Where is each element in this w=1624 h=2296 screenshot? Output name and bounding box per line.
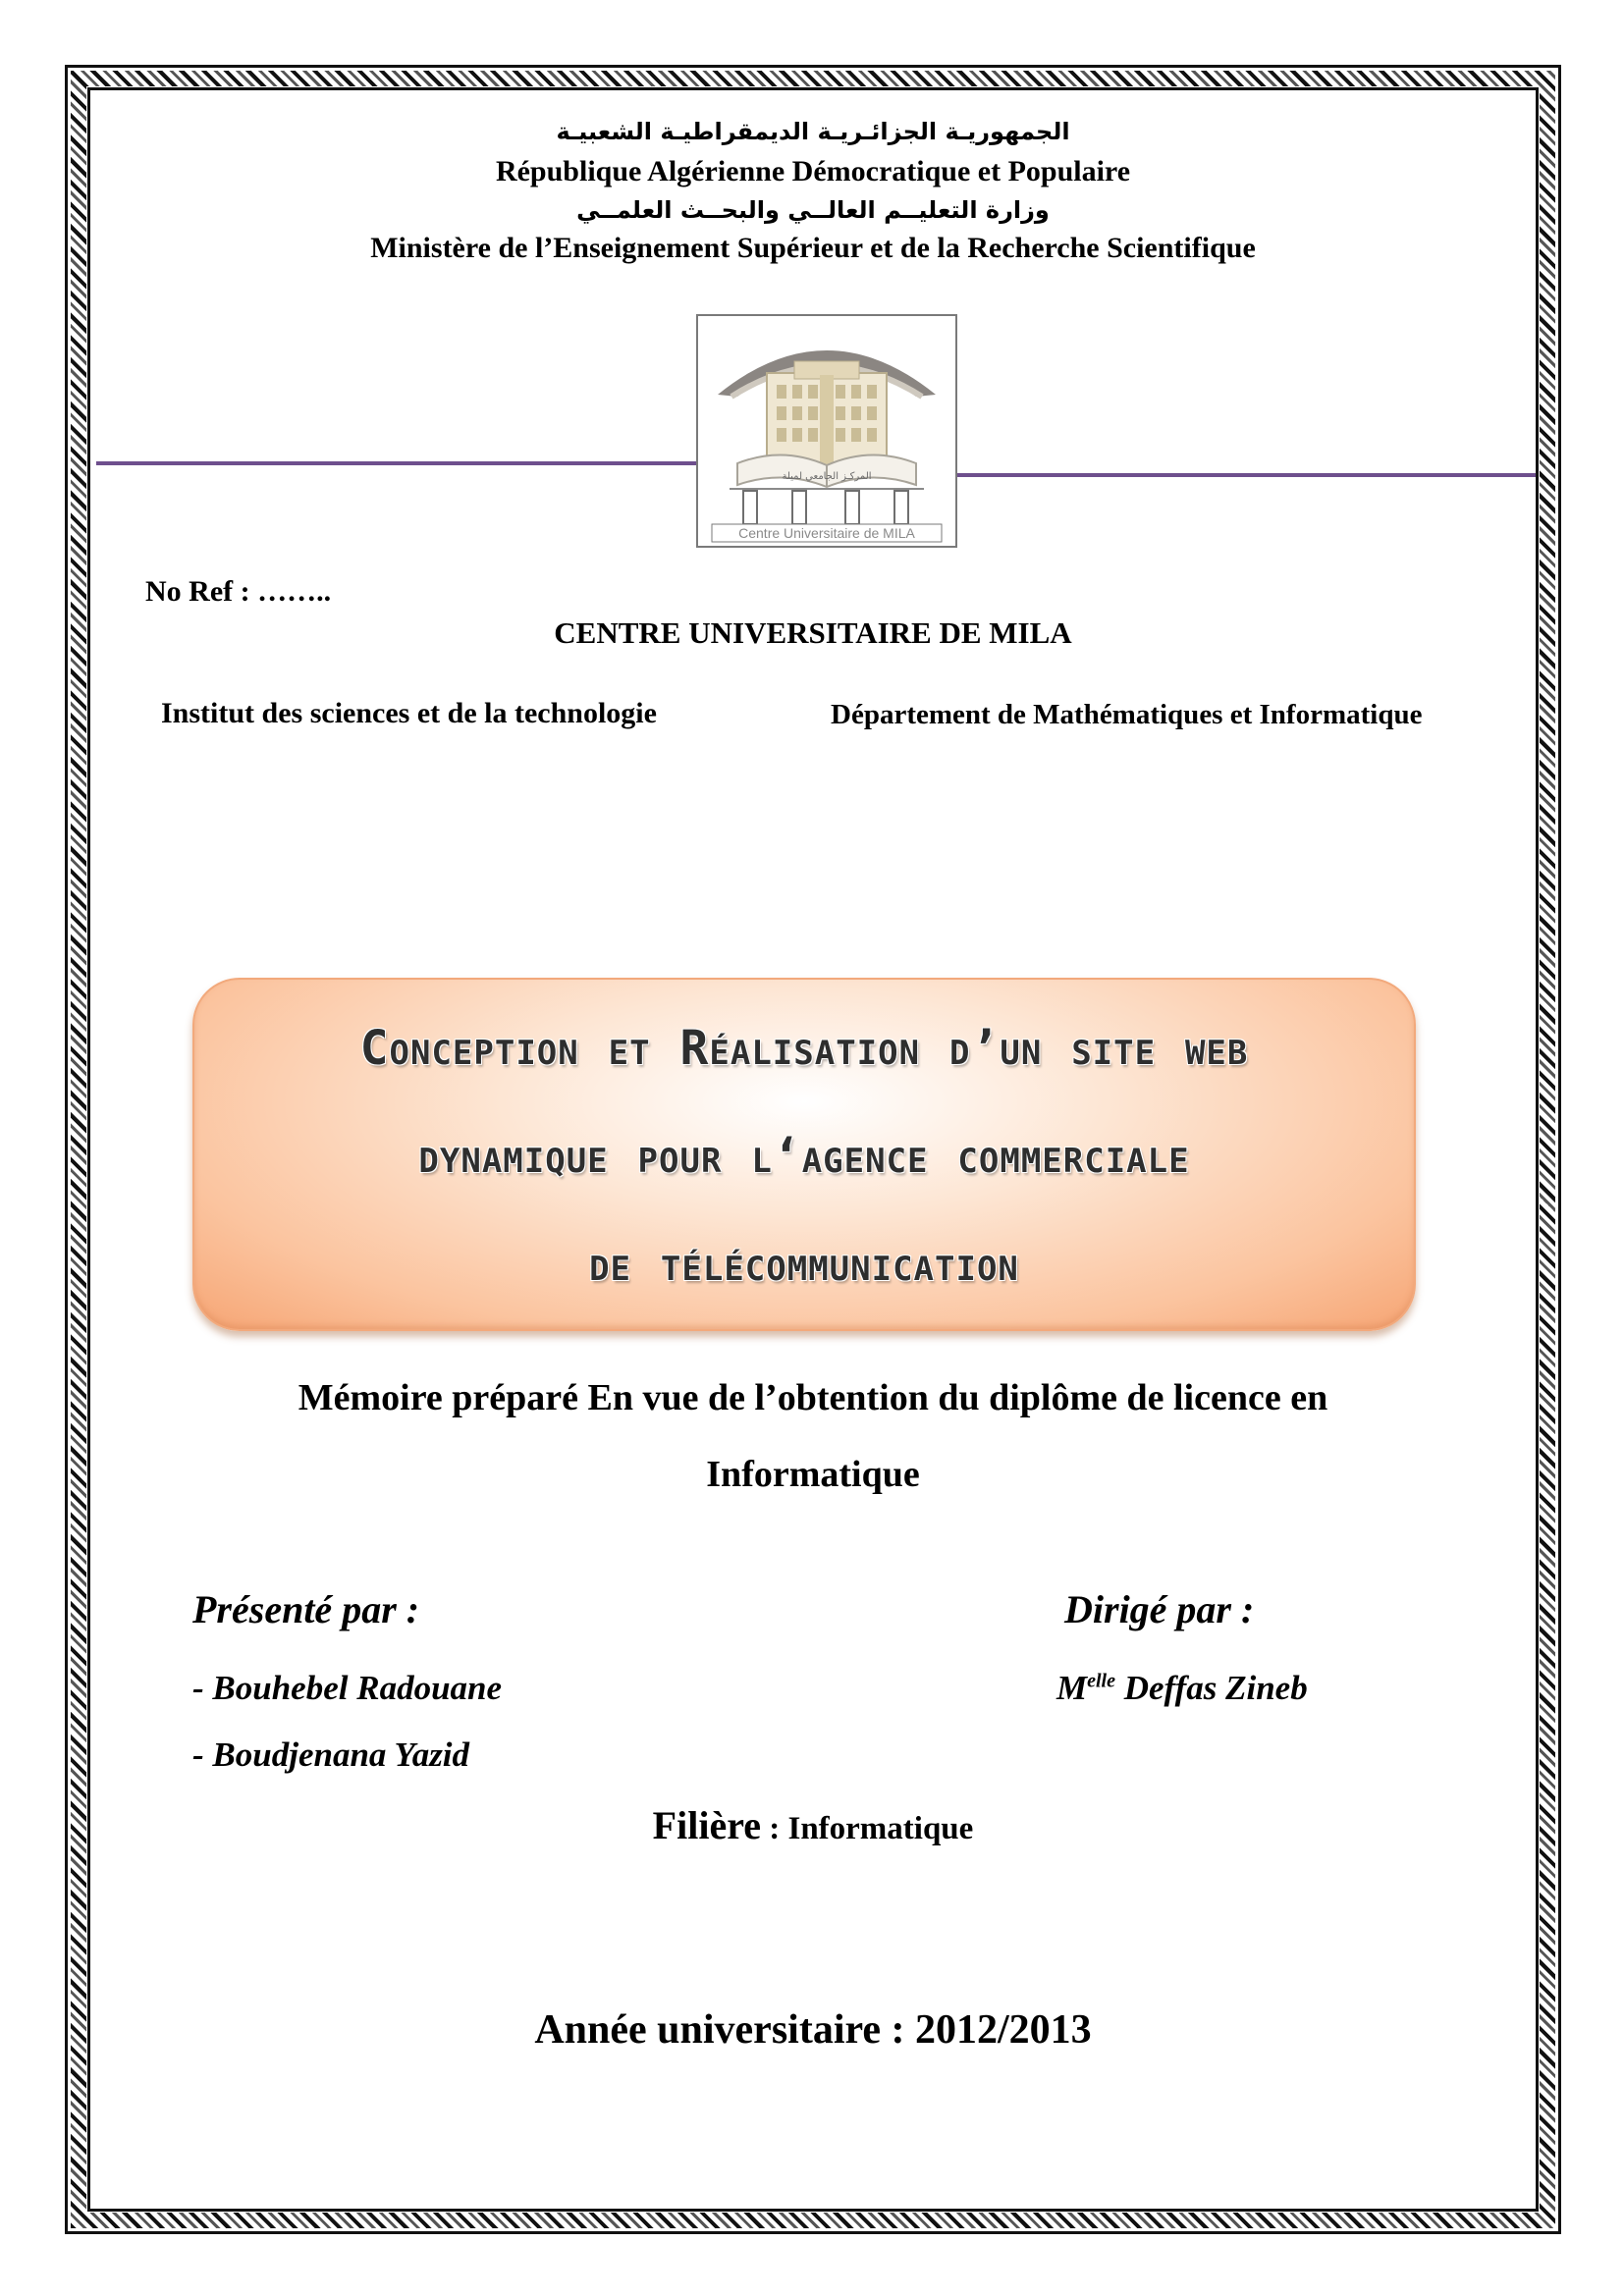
header-rule-right: [956, 473, 1536, 477]
header-arabic-republic: الجمهوريـة الجزائـريـة الديمقراطيـة الشعبيـة: [556, 118, 1070, 145]
department-name: Département de Mathématiques et Informatique: [831, 699, 1423, 730]
directed-label: Dirigé par :: [1064, 1587, 1255, 1631]
logo-arabic-caption: المركـز الجامعي لميلة: [782, 471, 872, 482]
author-2: - Boudjenana Yazid: [192, 1735, 470, 1774]
institute-name: Institut des sciences et de la technologie: [161, 697, 657, 729]
supervisor-name: [1056, 1669, 1308, 1708]
presented-label: Présenté par :: [192, 1587, 420, 1631]
academic-year: Année universitaire : 2012/2013: [534, 2007, 1092, 2053]
university-building-icon: [698, 316, 955, 546]
header-fr-ministry: Ministère de l’Enseignement Supérieur et de la Recherche Scientifique: [370, 232, 1256, 264]
title-line-2: dynamique pour l‘agence commerciale: [418, 1129, 1190, 1184]
supervisor-title-sup: elle: [1087, 1670, 1115, 1692]
title-line-1: Conception et Réalisation d’un site web: [359, 1021, 1249, 1076]
memoire-line-2: Informatique: [706, 1454, 920, 1495]
author-1: - Bouhebel Radouane: [192, 1669, 503, 1707]
supervisor-title: M: [1056, 1669, 1088, 1707]
filiere: [87, 1802, 1539, 1848]
header-arabic-ministry: وزارة التعليــم العالــي والبحــث العلمــي: [576, 196, 1050, 224]
filiere-value: : Informatique: [760, 1811, 974, 1846]
title-line-3: de télécommunication: [589, 1237, 1019, 1292]
supervisor-surname: Deffas Zineb: [1115, 1669, 1308, 1707]
centre-name: CENTRE UNIVERSITAIRE DE MILA: [554, 615, 1072, 650]
filiere-label: Filière: [652, 1803, 761, 1847]
reference-label: No Ref : ……..: [145, 575, 332, 608]
header-fr-republic: République Algérienne Démocratique et Populaire: [495, 155, 1131, 187]
memoire-line-1: Mémoire préparé En vue de l’obtention du diplôme de licence en: [298, 1377, 1328, 1418]
logo-caption: Centre Universitaire de MILA: [738, 525, 915, 541]
header-rule-left: [96, 461, 697, 465]
university-logo: [696, 314, 957, 548]
